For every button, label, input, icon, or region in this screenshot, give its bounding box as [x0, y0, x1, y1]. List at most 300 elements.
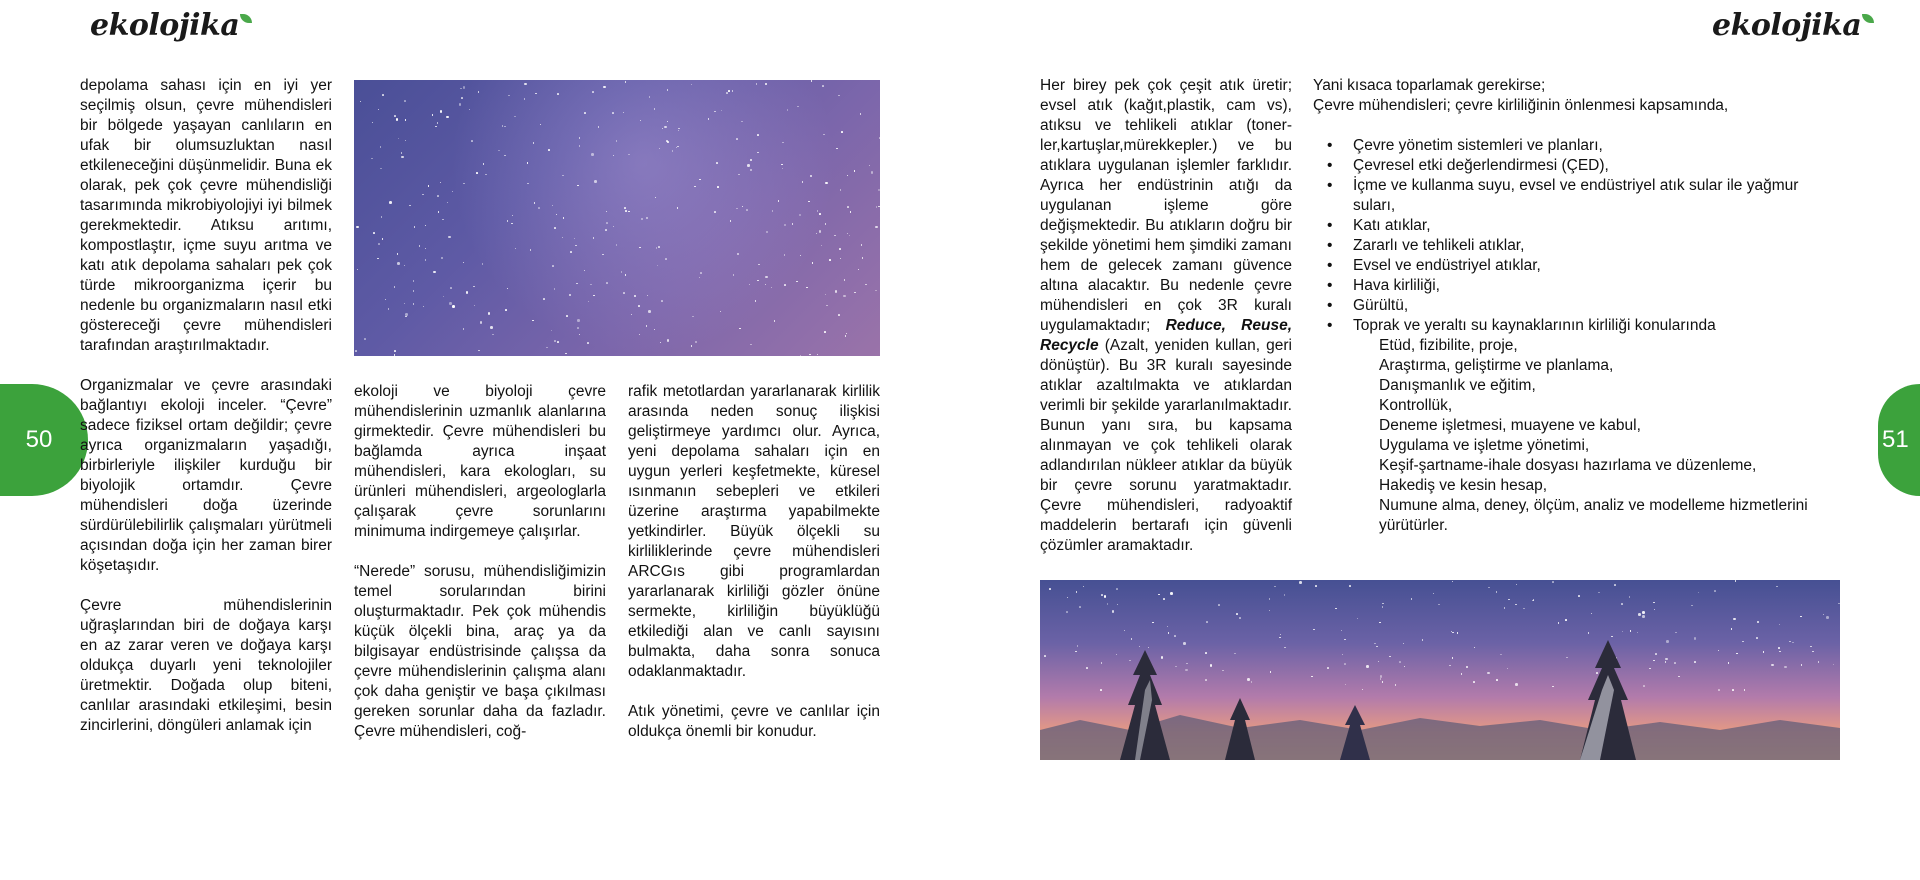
- star: [836, 148, 838, 150]
- star: [576, 283, 578, 285]
- paragraph: Organizmalar ve çevre arasındaki bağlantıyı ekoloji inceler. “Çevre” sadece fiziksel ortam değildir; çevre ayrıca organizmaların yaşadığı, birbirleriyle ilişkiler kurduğu bir biyolojik ortamdır. Çevre mühendisleri doğa üzerinde sürdürülebilirlik çalışmaları yürütmeli açısından doğa için her zaman birer köşetaşıdır.: [80, 377, 332, 574]
- star: [639, 247, 641, 249]
- star: [590, 284, 592, 286]
- star: [631, 314, 633, 316]
- star: [423, 306, 425, 308]
- star: [733, 274, 735, 276]
- star: [714, 211, 716, 213]
- star: [401, 152, 403, 154]
- star: [463, 328, 465, 330]
- star: [566, 315, 568, 317]
- star: [656, 247, 658, 249]
- star: [527, 162, 529, 164]
- star: [511, 223, 513, 225]
- star: [771, 287, 773, 289]
- star: [380, 168, 382, 170]
- paragraph-text: (Azalt, yeniden kullan, geri dönüştür). Bu 3R kuralı sayesinde atıklar azaltılmakta ve atıklardan verimli bir şekilde yararlanılmaktadır. Bunun yanı sıra, bu kapsama alınmayan ve çok tehlikeli olarak adlandırılan nükleer atıklar da büyük bir çevre sorunu yaratmaktadır. Çevre mühendisleri, radyoaktif maddelerin bertarafı için güvenli çözümler aramaktadır.: [1040, 337, 1292, 554]
- star: [784, 284, 786, 286]
- star: [736, 138, 738, 140]
- star: [808, 201, 810, 203]
- star: [425, 225, 427, 227]
- star: [854, 170, 856, 172]
- star: [419, 245, 421, 247]
- star: [879, 137, 880, 139]
- star: [699, 277, 701, 279]
- star: [625, 81, 627, 83]
- star: [504, 126, 506, 128]
- star: [598, 126, 600, 128]
- star: [628, 154, 630, 156]
- logo-text: ekolojika: [90, 8, 240, 43]
- sub-item: Araştırma, geliştirme ve planlama,: [1379, 357, 1614, 374]
- star: [538, 207, 540, 209]
- star: [394, 354, 396, 356]
- star: [562, 237, 564, 239]
- star: [781, 164, 783, 166]
- sub-item: Keşif-şartname-ihale dosyası hazırlama ve düzenleme,: [1379, 457, 1757, 474]
- star: [667, 339, 670, 342]
- star: [654, 108, 656, 110]
- star: [700, 272, 702, 274]
- star: [492, 334, 494, 336]
- star: [476, 172, 478, 174]
- star: [662, 128, 664, 130]
- star: [694, 186, 696, 188]
- star: [512, 215, 514, 217]
- star: [865, 284, 867, 286]
- star: [721, 110, 723, 112]
- star: [554, 288, 556, 290]
- star: [834, 235, 836, 237]
- star: [507, 220, 509, 222]
- star: [437, 122, 439, 124]
- star: [823, 134, 825, 136]
- star: [394, 286, 396, 288]
- paragraph: “Nerede” sorusu, mühendisliğimizin temel sorularından birini oluşturmaktadır. Pek çok mühendis küçük ölçekli bina, araç ya da bilgisayar endüstrisinde çalışsa da çevre mühendislerinin çalışma alanı çok daha geniştir ve başa çıkılması gereken sorunlar daha da fazladır. Çevre mühendisleri, coğ-: [354, 563, 606, 740]
- star: [730, 220, 732, 222]
- page-number-left: [0, 384, 88, 496]
- star: [621, 271, 623, 273]
- star: [446, 116, 449, 119]
- star: [750, 344, 752, 346]
- star: [648, 310, 651, 313]
- star: [757, 280, 759, 282]
- star: [772, 210, 774, 212]
- star: [875, 226, 878, 229]
- star: [372, 122, 374, 124]
- star: [563, 217, 565, 219]
- sub-item: Hakediş ve kesin hesap,: [1379, 477, 1548, 494]
- star: [782, 168, 784, 170]
- star: [397, 253, 399, 255]
- star: [802, 181, 804, 183]
- sub-item: Kontrollük,: [1379, 397, 1453, 414]
- star: [839, 248, 841, 250]
- sub-item-list: [1313, 336, 1813, 536]
- list-item: • Toprak ve yeraltı su kaynaklarının kirliliği konularında: [1353, 316, 1813, 336]
- star: [565, 353, 567, 355]
- star: [639, 334, 641, 336]
- star: [841, 131, 843, 133]
- star: [854, 292, 856, 294]
- star: [575, 245, 577, 247]
- star: [543, 298, 545, 300]
- star: [728, 90, 730, 92]
- star: [388, 308, 390, 310]
- star: [405, 140, 407, 142]
- star: [556, 214, 558, 216]
- star: [413, 303, 415, 305]
- star: [602, 254, 604, 256]
- star: [646, 217, 649, 220]
- star: [404, 303, 406, 305]
- star: [404, 265, 406, 267]
- star: [562, 175, 564, 177]
- star: [634, 295, 637, 298]
- star: [817, 210, 819, 212]
- star: [810, 175, 813, 178]
- star: [498, 150, 500, 152]
- sub-item: Deneme işletmesi, muayene ve kabul,: [1379, 417, 1641, 434]
- brand-logo-left: [90, 8, 252, 43]
- star: [381, 216, 383, 218]
- star: [527, 183, 529, 185]
- star: [463, 86, 466, 89]
- star: [809, 354, 811, 356]
- star: [825, 182, 828, 185]
- star: [405, 313, 408, 316]
- logo-text: ekolojika: [1712, 8, 1862, 43]
- star: [641, 218, 644, 221]
- leaf-icon: [1862, 14, 1874, 23]
- star: [592, 91, 594, 93]
- star: [394, 115, 396, 117]
- star: [817, 354, 819, 356]
- star: [591, 153, 594, 156]
- star: [552, 205, 554, 207]
- star: [784, 224, 787, 227]
- star: [649, 96, 651, 98]
- star: [862, 257, 864, 259]
- star: [534, 202, 536, 204]
- star: [360, 101, 362, 103]
- star: [405, 119, 407, 121]
- star: [657, 265, 659, 267]
- star: [425, 259, 427, 261]
- star: [355, 350, 357, 352]
- star: [473, 286, 475, 288]
- sub-item: Uygulama ve işletme yönetimi,: [1379, 437, 1590, 454]
- star: [603, 86, 606, 89]
- sub-item: Etüd, fizibilite, proje,: [1379, 337, 1518, 354]
- star: [640, 120, 642, 122]
- star: [835, 290, 838, 293]
- page-number-right: [1878, 384, 1920, 496]
- star: [460, 88, 462, 90]
- star: [466, 291, 469, 294]
- page-number-text: 50: [25, 426, 53, 453]
- star: [428, 185, 430, 187]
- star: [844, 279, 846, 281]
- star: [382, 94, 384, 96]
- sub-item: Numune alma, deney, ölçüm, analiz ve modelleme hizmetlerini yürütürler.: [1379, 497, 1808, 534]
- star: [371, 158, 373, 160]
- bullet-list: [1313, 136, 1813, 336]
- star: [554, 227, 556, 229]
- star: [829, 259, 831, 261]
- star: [849, 235, 851, 237]
- star: [535, 93, 537, 95]
- paragraph: rafik metotlardan yararlanarak kirlilik arasında neden sonuç ilişkisi geliştirmeye yardımcı olur. Ayrıca, yeni depolama sahaları için en uygun yerleri keşfetmekte, küresel ısınmanın sebepleri ve etkileri üzerine araştırma yapabilmekte yetkindirler. Büyük ölçekli su kirliliklerinde çevre mühendisleri ARCGıs gibi programlardan yararlanarak kirliliği gözler önüne sermekte, kirliliğin büyüklüğü etkilediği alan ve canlı sayısını bulmakta, daha sonra sonuca odaklanmaktadır.: [628, 383, 880, 680]
- star: [677, 207, 679, 209]
- star: [799, 214, 802, 217]
- star: [588, 301, 590, 303]
- star: [508, 95, 510, 97]
- star: [485, 174, 487, 176]
- star: [389, 201, 392, 204]
- star: [732, 90, 734, 92]
- star: [664, 126, 667, 129]
- star: [577, 185, 579, 187]
- star: [876, 206, 878, 208]
- right-page-column-1: [1040, 76, 1292, 556]
- list-item: • Gürültü,: [1353, 296, 1813, 316]
- star: [409, 205, 411, 207]
- star: [792, 223, 794, 225]
- star: [605, 229, 607, 231]
- star: [488, 312, 491, 315]
- star: [822, 85, 824, 87]
- star: [667, 89, 669, 91]
- star: [356, 226, 359, 229]
- star: [825, 223, 827, 225]
- star: [405, 316, 407, 318]
- star: [593, 295, 595, 297]
- star: [401, 156, 404, 159]
- star: [616, 140, 618, 142]
- star: [385, 299, 387, 301]
- star: [593, 237, 595, 239]
- star: [749, 284, 751, 286]
- star: [530, 249, 532, 251]
- star: [677, 146, 679, 148]
- star: [471, 140, 473, 142]
- star: [750, 159, 753, 162]
- star: [577, 327, 579, 329]
- star: [846, 333, 848, 335]
- star: [625, 210, 627, 212]
- star: [606, 211, 608, 213]
- star: [624, 207, 626, 209]
- star: [647, 295, 649, 297]
- star: [691, 84, 693, 86]
- star: [716, 162, 718, 164]
- star: [678, 130, 680, 132]
- star: [452, 305, 455, 308]
- star: [450, 287, 452, 289]
- star: [443, 296, 445, 298]
- star: [800, 355, 802, 356]
- star: [505, 309, 507, 311]
- paragraph: [1040, 76, 1292, 556]
- page-number-text: 51: [1882, 426, 1909, 453]
- star: [695, 341, 698, 344]
- list-item: • Evsel ve endüstriyel atıklar,: [1353, 256, 1813, 276]
- star: [840, 189, 842, 191]
- star: [373, 232, 375, 234]
- star: [750, 169, 753, 172]
- starry-sky-image: [354, 80, 880, 356]
- star: [413, 280, 415, 282]
- list-item: • Çevre yönetim sistemleri ve planları,: [1353, 136, 1813, 156]
- star: [432, 114, 434, 116]
- intro-line: Yani kısaca toparlamak gerekirse;: [1313, 77, 1546, 94]
- list-item: • Çevresel etki değerlendirmesi (ÇED),: [1353, 156, 1813, 176]
- star: [699, 179, 701, 181]
- star: [482, 263, 484, 265]
- star: [819, 230, 822, 233]
- star: [672, 150, 674, 152]
- star: [440, 182, 442, 184]
- star: [532, 320, 534, 322]
- star: [819, 213, 821, 215]
- star: [726, 92, 728, 94]
- star: [533, 142, 535, 144]
- star: [504, 155, 506, 157]
- list-item: • Zararlı ve tehlikeli atıklar,: [1353, 236, 1813, 256]
- star: [816, 233, 818, 235]
- star: [377, 258, 379, 260]
- star: [739, 328, 741, 330]
- star: [638, 305, 640, 307]
- star: [394, 350, 396, 352]
- star: [812, 262, 814, 264]
- star: [765, 83, 768, 86]
- right-page-column-2: [1313, 76, 1813, 536]
- star: [806, 287, 808, 289]
- left-page-column-2: [354, 382, 606, 742]
- star: [613, 226, 615, 228]
- star: [843, 295, 846, 298]
- star: [469, 109, 471, 111]
- star: [478, 91, 480, 93]
- star: [782, 142, 784, 144]
- star: [448, 236, 451, 239]
- star: [382, 238, 384, 240]
- star: [692, 316, 694, 318]
- star: [796, 281, 798, 283]
- star: [714, 111, 716, 113]
- star: [594, 180, 597, 183]
- star: [847, 233, 849, 235]
- star: [480, 321, 483, 324]
- star: [584, 112, 586, 114]
- star: [824, 331, 826, 333]
- star: [658, 246, 660, 248]
- star: [840, 258, 842, 260]
- star: [757, 134, 759, 136]
- star: [404, 100, 406, 102]
- star: [766, 231, 769, 234]
- star: [660, 342, 662, 344]
- star: [661, 300, 663, 302]
- star: [850, 211, 852, 213]
- star: [717, 186, 719, 188]
- star: [378, 243, 380, 245]
- star: [449, 302, 452, 305]
- star: [838, 314, 840, 316]
- emphasis-text: Reduce, Reuse, Recycle: [1040, 317, 1292, 354]
- star: [797, 106, 799, 108]
- paragraph: Çevre mühendislerinin uğraşlarından biri de doğaya karşı en az zarar veren ve doğaya karşı oldukça duyarlı yeni teknolojiler üretmektir. Doğada olup biteni, canlılar arasındaki etkileşimi, besin zincirlerini, döngüleri anlamak için: [80, 597, 332, 734]
- star: [540, 124, 542, 126]
- star: [708, 118, 710, 120]
- star: [447, 202, 449, 204]
- star: [628, 211, 630, 213]
- star: [461, 97, 463, 99]
- star: [398, 138, 400, 140]
- star: [570, 251, 572, 253]
- star: [514, 116, 516, 118]
- star: [612, 112, 614, 114]
- left-page-column-1: [80, 76, 332, 736]
- star: [800, 255, 802, 257]
- star: [787, 109, 789, 111]
- star: [755, 300, 757, 302]
- star: [821, 245, 823, 247]
- star: [452, 191, 454, 193]
- star: [463, 183, 465, 185]
- star: [557, 341, 559, 343]
- star: [357, 269, 359, 271]
- star: [811, 80, 813, 82]
- star: [875, 290, 877, 292]
- star: [474, 305, 476, 307]
- star: [784, 254, 786, 256]
- paragraph-text: Her birey pek çok çeşit atık üretir; evsel atık (kağıt,plastik, cam vs), atıksu ve tehlikeli atıklar (toner-ler,kartuşlar,mürekkepler.) ve bu atıklara uygulanan işlemler farklıdır. Ayrıca her endüstrinin atığı da uygulanan işleme göre değişmektedir. Bu atıkların doğru bir şekilde yönetimi hem şimdiki zamanı hem de gelecek zamanı güvence altına alacaktır. Bu nedenle çevre mühendisleri en çok 3R kuralı uygulamaktadır;: [1040, 77, 1292, 334]
- star: [765, 284, 767, 286]
- star: [413, 290, 415, 292]
- star: [742, 206, 744, 208]
- star: [774, 320, 776, 322]
- star: [441, 257, 444, 260]
- star: [551, 330, 553, 332]
- paragraph: Atık yönetimi, çevre ve canlılar için oldukça önemli bir konudur.: [628, 703, 880, 740]
- paragraph: depolama sahası için en iyi yer seçilmiş olsun, çevre mühendisleri bir bölgede yaşayan canlıların en ufak bir olumsuzluktan nasıl etkileneceğini düşünmelidir. Buna ek olarak, pek çok çevre mühendisliği tasarımında mikrobiyolojiyi iyi bilmek gerekmektedir. Atıksu arıtımı, kompostlaştır, içme suyu arıtma ve katı atık depolama sahaları pek çok türde mikroorganizma içerir bu nedenle bu organizmaların nasıl etki göstereceği çevre mühendisleri tarafından araştırılmaktadır.: [80, 77, 332, 354]
- star: [778, 200, 780, 202]
- star: [847, 206, 849, 208]
- star: [756, 83, 758, 85]
- star: [871, 171, 874, 174]
- star: [741, 121, 743, 123]
- star: [552, 265, 554, 267]
- star: [869, 165, 871, 167]
- star: [422, 194, 424, 196]
- star: [584, 270, 586, 272]
- star: [858, 269, 860, 271]
- star: [579, 334, 581, 336]
- night-landscape-image: [1040, 580, 1840, 760]
- list-item: • Katı atıklar,: [1353, 216, 1813, 236]
- star: [737, 253, 740, 256]
- star: [557, 93, 559, 95]
- star: [606, 222, 608, 224]
- star: [435, 126, 437, 128]
- star: [515, 248, 517, 250]
- star: [483, 163, 485, 165]
- star: [507, 288, 509, 290]
- star: [667, 121, 669, 123]
